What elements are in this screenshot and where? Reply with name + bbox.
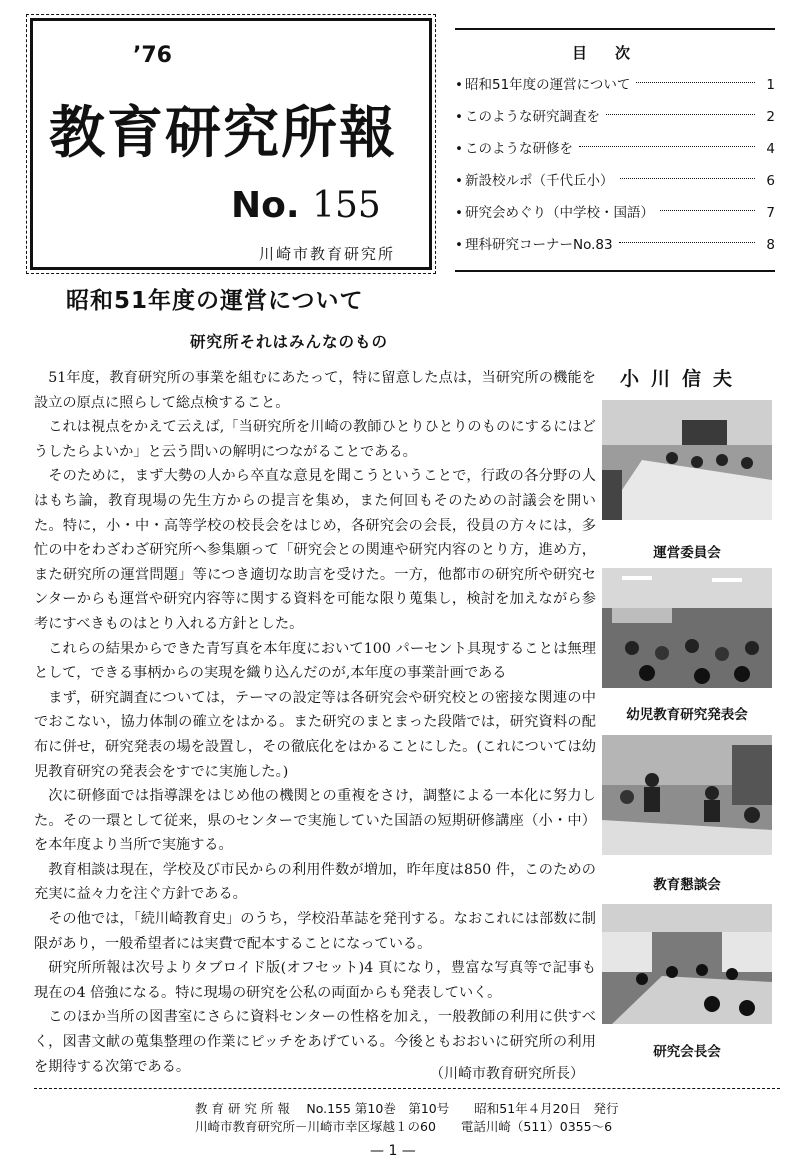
bullet-icon: • (455, 141, 463, 157)
toc-item-page: 1 (766, 77, 775, 93)
photo-caption: 教育懇談会 (653, 877, 721, 893)
page-number: — 1 — (370, 1143, 416, 1159)
toc-item-page: 2 (766, 109, 775, 125)
bullet-icon: • (455, 109, 463, 125)
paragraph: これは視点をかえて云えば,「当研究所を川崎の教師ひとりひとりのものにするにはどうしたらよいか」と云う問いの解明につながることである。 (34, 419, 596, 460)
masthead-title: 教育研究所報 (49, 101, 397, 166)
toc-item-page: 7 (766, 205, 775, 221)
paragraph: このほか当所の図書室にさらに資料センターの性格を加え，一般教師の利用に供すべく，図書文献の蒐集整理の作業にピッチをあげている。今後ともおおいに研究所の利用を期待する次第である。 (34, 1009, 596, 1075)
article-subtitle: 研究所それはみんなのもの (190, 333, 389, 351)
toc-item-page: 4 (766, 141, 775, 157)
bullet-icon: • (455, 237, 463, 253)
paragraph: その他では，「続川崎教育史」のうち，学校沿革誌を発刊する。なおこれには部数に制限があり，一般希望者には実費で配本することになっている。 (34, 911, 596, 952)
footer-divider (34, 1088, 780, 1089)
paragraph: そのために，まず大勢の人から卒直な意見を聞こうということで，行政の各分野の人はもち論，教育現場の先生方からの提言を集め，また何回もそのための討議会を開いた。特に，小・中・高等学校の校長会をはじめ，各研究会の会長，役員の方々には，多忙の中をわざわざ研究所へ参集願って「研究会との関連や研究内容のとり方，進め方，また研究所の運営問題」等につき適切な助言を受けた。一方，他都市の研究所や研究センターからも運営や研究内容等に関する資料を可能な限り蒐集し，検討を加えながら参考にすべきものはとり入れる方針とした。 (34, 468, 596, 632)
colophon-line: 教 育 研 究 所 報 No.155 第10巻 第10号 昭和51年４月20日 発行 (195, 1101, 619, 1116)
photo-caption: 幼児教育研究発表会 (626, 707, 748, 723)
toc-item[interactable] (455, 165, 775, 197)
bullet-icon: • (455, 77, 463, 93)
article-body (34, 366, 596, 1079)
bullet-icon: • (455, 173, 463, 189)
toc-item[interactable] (455, 101, 775, 133)
toc-item-label: このような研究調査を (465, 109, 600, 125)
photo-education-roundtable (602, 735, 772, 855)
toc-item[interactable] (455, 197, 775, 229)
masthead (30, 18, 432, 270)
toc-item[interactable] (455, 133, 775, 165)
article-title: 昭和51年度の運営について (66, 288, 364, 314)
toc-leader (620, 178, 756, 179)
author-name: 小川信夫 (620, 368, 745, 390)
photo-meeting-committee (602, 400, 772, 520)
photo-early-childhood-presentation (602, 568, 772, 688)
toc-item-label: 新設校ルポ（千代丘小） (465, 173, 614, 189)
paragraph: これらの結果からできた青写真を本年度において100 パーセント具現することは無理として，できる事柄からの実現を織り込んだのが,本年度の事業計画である (34, 640, 596, 682)
bullet-icon: • (455, 205, 463, 221)
toc-leader (619, 242, 755, 243)
toc-item[interactable] (455, 69, 775, 101)
toc-leader (606, 114, 755, 115)
toc-item-label: 研究会めぐり（中学校・国語） (465, 205, 654, 221)
photo-caption: 運営委員会 (653, 545, 721, 561)
issue-prefix: No. (231, 185, 300, 226)
toc-item-label: 昭和51年度の運営について (465, 77, 631, 93)
issue-number (231, 185, 381, 226)
toc-leader (660, 210, 755, 211)
photo-research-chairs-meeting (602, 904, 772, 1024)
table-of-contents (455, 28, 775, 272)
toc-item[interactable] (455, 229, 775, 261)
paragraph: まず，研究調査については，テーマの設定等は各研究会や研究校との密接な関連の中でおこない，協力体制の確立をはかる。また研究のまとまった段階では，研究資料の配布に併せ，研究発表の場を設置し，その徹底化をはかることにした。(これについては幼児教育研究の発表会をすでに実施した。) (34, 689, 596, 780)
toc-item-label: このような研修を (465, 141, 573, 157)
photo-caption: 研究会長会 (653, 1044, 721, 1060)
publisher: 川崎市教育研究所 (259, 245, 396, 263)
toc-item-page: 8 (766, 237, 775, 253)
issue-number-value: 155 (312, 185, 381, 226)
signature: （川崎市教育研究所長） (430, 1066, 584, 1082)
toc-leader (636, 82, 755, 83)
toc-item-label: 理科研究コーナーNo.83 (465, 237, 613, 253)
toc-item-page: 6 (766, 173, 775, 189)
masthead-year: ’76 (133, 43, 172, 68)
paragraph: 研究所所報は次号よりタブロイド版(オフセット)4 頁になり，豊富な写真等で記事も現在の4 倍強になる。特に現場の研究を公私の両面からも発表していく。 (34, 960, 596, 1001)
paragraph: 次に研修面では指導課をはじめ他の機関との重複をさけ，調整による一本化に努力した。その一環として従来，県のセンターで実施していた国語の短期研修講座（小・中）を本年度より当所で実施する。 (34, 788, 596, 854)
paragraph: 51年度，教育研究所の事業を組むにあたって，特に留意した点は，当研究所の機能を設立の原点に照らして総点検すること。 (34, 370, 596, 411)
toc-heading: 目次 (571, 44, 658, 62)
colophon-address: 川崎市教育研究所－川崎市幸区塚越１の60 電話川崎（511）0355～6 (195, 1119, 613, 1134)
paragraph: 教育相談は現在，学校及び市民からの利用件数が増加，昨年度は850 件，このための充実に益々力を注ぐ方針である。 (34, 861, 596, 903)
toc-leader (579, 146, 755, 147)
